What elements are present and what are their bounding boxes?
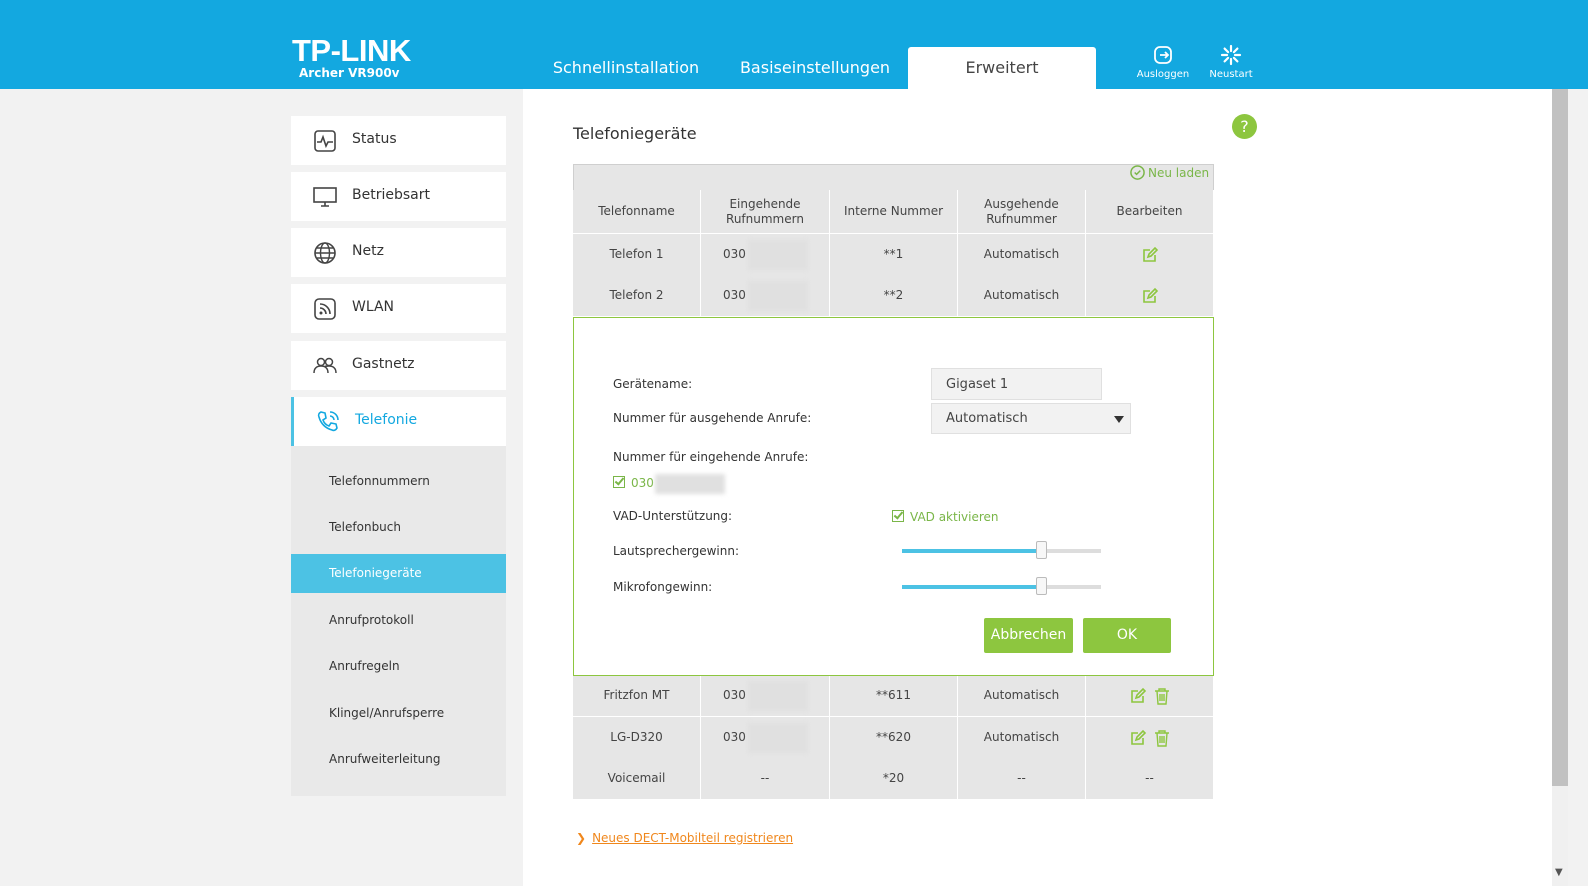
table-cell: -- xyxy=(701,758,830,800)
register-dect-label: Neues DECT-Mobilteil registrieren xyxy=(592,831,794,845)
table-cell: 030 xyxy=(701,275,830,317)
outgoing-number-label: Nummer für ausgehende Anrufe: xyxy=(613,411,812,425)
submenu-item-anrufweiterleitung[interactable]: Anrufweiterleitung xyxy=(329,752,441,766)
sidebar-item-telefonie[interactable] xyxy=(291,397,506,446)
mic-gain-label: Mikrofongewinn: xyxy=(613,580,713,594)
chevron-down-icon xyxy=(1114,416,1124,423)
table-cell: **611 xyxy=(830,675,958,717)
slider-fill xyxy=(902,585,1041,589)
table-header-cell: Interne Nummer xyxy=(830,190,958,234)
sidebar-item-label: WLAN xyxy=(352,299,395,315)
scrollbar-thumb[interactable] xyxy=(1552,89,1568,786)
outgoing-number-select[interactable] xyxy=(931,403,1131,434)
edit-icon[interactable] xyxy=(1141,287,1159,305)
sidebar-item-wlan[interactable] xyxy=(291,284,506,333)
table-cell: Telefon 1 xyxy=(573,234,701,276)
cancel-button[interactable]: Abbrechen xyxy=(984,618,1073,653)
outgoing-number-value: Automatisch xyxy=(946,411,1028,426)
sidebar-item-betriebsart[interactable] xyxy=(291,172,506,221)
slider-fill xyxy=(902,549,1041,553)
reboot-icon xyxy=(1220,44,1242,66)
table-cell: Fritzfon MT xyxy=(573,675,701,717)
table-cell xyxy=(1086,275,1214,317)
sidebar-item-gastnetz[interactable] xyxy=(291,341,506,390)
table-cell: Telefon 2 xyxy=(573,275,701,317)
table-cell: Automatisch xyxy=(958,717,1086,759)
trash-icon[interactable] xyxy=(1153,687,1171,705)
device-name-input[interactable]: Gigaset 1 xyxy=(931,368,1102,400)
tab-basiseinstellungen[interactable]: Basiseinstellungen xyxy=(739,58,891,77)
logout-label: Ausloggen xyxy=(1136,69,1190,80)
reboot-button[interactable] xyxy=(1201,44,1261,80)
table-cell xyxy=(1086,234,1214,276)
table-cell xyxy=(1086,675,1214,717)
redacted-number xyxy=(748,723,808,753)
table-cell xyxy=(1086,717,1214,759)
edit-icon[interactable] xyxy=(1129,729,1147,747)
reload-button[interactable] xyxy=(1130,165,1209,180)
table-header-cell: Bearbeiten xyxy=(1086,190,1214,234)
vad-label: VAD-Unterstützung: xyxy=(613,509,733,523)
submenu-item-klingel-anrufsperre[interactable]: Klingel/Anrufsperre xyxy=(329,706,445,720)
table-cell: -- xyxy=(1086,758,1214,800)
table-cell: Automatisch xyxy=(958,675,1086,717)
vad-checkbox-label: VAD aktivieren xyxy=(910,510,999,524)
page-title: Telefoniegeräte xyxy=(573,124,697,143)
sidebar-item-label: Telefonie xyxy=(355,412,418,428)
submenu-item-telefonnummern[interactable]: Telefonnummern xyxy=(329,474,430,488)
sidebar-item-status[interactable] xyxy=(291,116,506,165)
phone-icon xyxy=(316,410,340,434)
submenu-item-telefoniegeraete[interactable]: Telefoniegeräte xyxy=(291,554,506,593)
table-cell: Automatisch xyxy=(958,234,1086,276)
mic-gain-slider[interactable] xyxy=(902,585,1101,589)
slider-handle[interactable] xyxy=(1036,577,1047,595)
table-cell: *20 xyxy=(830,758,958,800)
guests-icon xyxy=(313,354,337,378)
monitor-icon xyxy=(313,185,337,209)
table-cell: 030 xyxy=(701,675,830,717)
table-header-cell: Telefonname xyxy=(573,190,701,234)
status-icon xyxy=(313,129,337,153)
globe-icon xyxy=(313,241,337,265)
tab-erweitert[interactable]: Erweitert xyxy=(908,47,1096,89)
table-cell: LG-D320 xyxy=(573,717,701,759)
submenu-item-anrufregeln[interactable]: Anrufregeln xyxy=(329,659,400,673)
slider-handle[interactable] xyxy=(1036,541,1047,559)
logout-icon xyxy=(1152,44,1174,66)
scroll-down-icon[interactable]: ▼ xyxy=(1555,867,1563,878)
table-header-cell: Eingehende Rufnummern xyxy=(701,190,830,234)
sidebar-item-netz[interactable] xyxy=(291,228,506,277)
table-cell: Automatisch xyxy=(958,275,1086,317)
sidebar-item-label: Betriebsart xyxy=(352,187,430,203)
redacted-number xyxy=(748,281,808,311)
table-cell: Voicemail xyxy=(573,758,701,800)
register-dect-link[interactable] xyxy=(576,831,793,845)
model-name: Archer VR900v xyxy=(299,66,400,80)
trash-icon[interactable] xyxy=(1153,729,1171,747)
checkbox-checked-icon xyxy=(892,510,904,522)
redacted-number xyxy=(748,681,808,711)
edit-icon[interactable] xyxy=(1141,246,1159,264)
redacted-number xyxy=(655,474,725,494)
logout-button[interactable] xyxy=(1133,44,1193,80)
table-cell: **2 xyxy=(830,275,958,317)
device-name-label: Gerätename: xyxy=(613,377,693,391)
reboot-label: Neustart xyxy=(1209,69,1253,80)
sidebar-item-label: Netz xyxy=(352,243,384,259)
speaker-gain-slider[interactable] xyxy=(902,549,1101,553)
submenu-item-anrufprotokoll[interactable]: Anrufprotokoll xyxy=(329,613,414,627)
ok-button[interactable]: OK xyxy=(1083,618,1171,653)
table-cell: **620 xyxy=(830,717,958,759)
table-cell: 030 xyxy=(701,717,830,759)
sidebar-item-label: Status xyxy=(352,131,397,147)
scrollbar[interactable] xyxy=(1552,89,1568,886)
sidebar-item-label: Gastnetz xyxy=(352,356,415,372)
tab-schnellinstallation[interactable]: Schnellinstallation xyxy=(552,58,700,77)
chevron-right-icon: ❯ xyxy=(576,831,587,845)
brand-logo[interactable]: TP-LINK xyxy=(292,33,411,68)
submenu-item-telefonbuch[interactable]: Telefonbuch xyxy=(329,520,401,534)
incoming-number-value: 030 xyxy=(631,476,654,490)
incoming-number-label: Nummer für eingehende Anrufe: xyxy=(613,450,809,464)
reload-icon xyxy=(1130,165,1145,180)
help-icon[interactable]: ? xyxy=(1232,114,1257,139)
reload-label: Neu laden xyxy=(1148,166,1210,180)
redacted-number xyxy=(748,240,808,270)
checkbox-checked-icon xyxy=(613,476,625,488)
table-cell: **1 xyxy=(830,234,958,276)
table-header-cell: Ausgehende Rufnummer xyxy=(958,190,1086,234)
edit-icon[interactable] xyxy=(1129,687,1147,705)
wifi-icon xyxy=(313,297,337,321)
table-cell: 030 xyxy=(701,234,830,276)
incoming-number-checkbox[interactable] xyxy=(613,476,654,490)
speaker-gain-label: Lautsprechergewinn: xyxy=(613,544,739,558)
table-cell: -- xyxy=(958,758,1086,800)
vad-checkbox[interactable] xyxy=(892,510,999,524)
